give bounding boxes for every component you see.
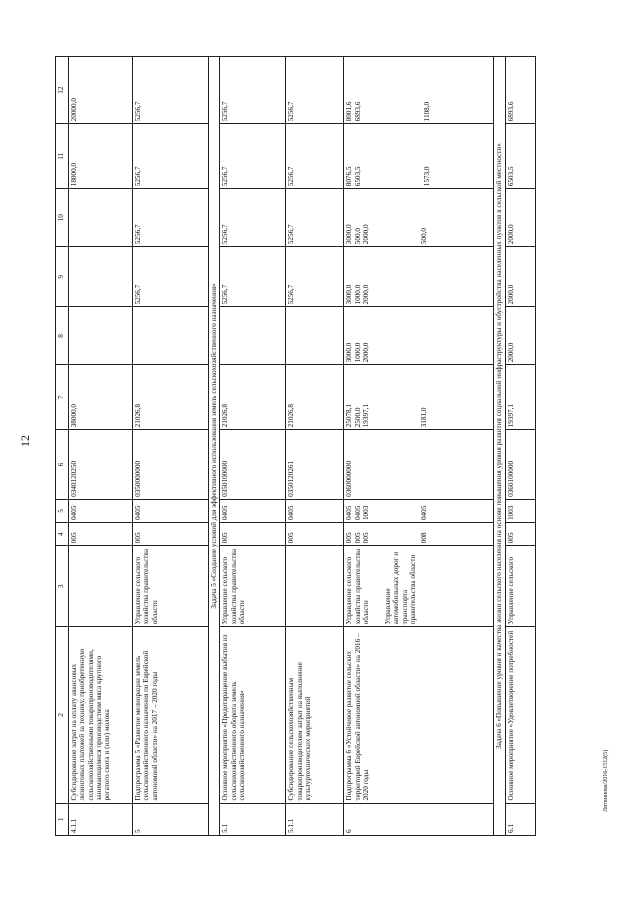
row-code-grbs: 005 [133, 523, 209, 546]
row-code-csr: 0340120250 [69, 430, 133, 500]
row-year [69, 307, 133, 365]
row-code-rzpr: 0405 [286, 499, 344, 522]
row-code-csr: 0350000000 [133, 430, 209, 500]
cell-line: 005 [353, 532, 362, 544]
cell-line: 005 [361, 532, 370, 544]
row-year [69, 189, 133, 247]
row-name: Основное мероприятие «Предотвращение выбытия из сельскохозяйственного оборота земель сельскохозяйственного назначения» [220, 627, 286, 803]
cell-spacer [370, 525, 420, 543]
row-code-rzpr: 0405 [133, 499, 209, 522]
row-total: 21026,8 [220, 365, 286, 430]
row-name: Подпрограмма 5 «Развитие мелиорации земель сельскохозяйственного назначения по Еврейской автономной области» на 2017 – 2020 годы [133, 627, 209, 803]
row-executor: Управление сельского хозяйства правительства области [220, 546, 286, 627]
row-code-grbs: 005 [220, 523, 286, 546]
cell-line: 8001,6 [345, 101, 354, 122]
table-row [286, 57, 344, 836]
cell-spacer [362, 126, 423, 186]
row-code-rzpr: 0405 [220, 499, 286, 522]
cell-spacer [370, 502, 420, 520]
table-row [69, 57, 133, 836]
cell-line: 3000,0 [345, 224, 354, 245]
cell-line: 8076,5 [345, 166, 354, 187]
row-year [344, 307, 494, 365]
row-code-rzpr: 1003 [505, 499, 535, 522]
cell-line: 2000,0 [361, 342, 370, 363]
cell-spacer [370, 191, 420, 244]
col-header: 12 [56, 57, 69, 124]
cell-line: 3181,0 [420, 407, 429, 428]
document-id: Литвинова/2016-1512(5) [603, 749, 609, 812]
row-year: 5256,7 [286, 57, 344, 124]
row-year: 5256,7 [286, 124, 344, 189]
row-code-rzpr [344, 499, 494, 522]
col-header: 7 [56, 365, 69, 430]
row-total [344, 365, 494, 430]
row-number: 6 [344, 803, 494, 835]
row-executor [344, 546, 494, 627]
col-header: 10 [56, 189, 69, 247]
executor-spacer [370, 548, 384, 624]
row-name: Субсидирование сельскохозяйственным товаропроизводителям затрат на выполнение культуртехнических мероприятий [286, 627, 344, 803]
cell-line: 008 [420, 532, 429, 544]
row-year: 5256,7 [133, 189, 209, 247]
row-year [220, 307, 286, 365]
row-year: 5256,7 [286, 247, 344, 307]
task-heading: Задача 5 «Создание условий для эффективного использования земель сельскохозяйственного назначения» [209, 57, 220, 836]
table-row [220, 57, 286, 836]
row-code-grbs [344, 523, 494, 546]
row-number: 5 [133, 803, 209, 835]
col-header: 9 [56, 247, 69, 307]
col-header: 3 [56, 546, 69, 627]
cell-line: 1000,0 [353, 284, 362, 305]
row-code-csr: 0360000000 [344, 430, 494, 500]
row-number: 4.1.1 [69, 803, 133, 835]
cell-line: 1573,0 [422, 166, 431, 187]
row-code-csr: 0350120261 [286, 430, 344, 500]
cell-line: 0405 [345, 505, 354, 521]
cell-spacer [362, 59, 423, 121]
col-header: 1 [56, 803, 69, 835]
row-code-grbs: 005 [286, 523, 344, 546]
row-year: 2000,0 [505, 247, 535, 307]
task-row [494, 57, 505, 836]
row-code-rzpr: 0405 [69, 499, 133, 522]
row-code-csr: 0360100000 [505, 430, 535, 500]
row-number: 6.1 [505, 803, 535, 835]
row-executor: Управление сельского [505, 546, 535, 627]
executor-text: Управление сельского хозяйства правительства области [345, 548, 370, 625]
cell-line: 0405 [353, 505, 362, 521]
row-year: 5256,7 [133, 247, 209, 307]
row-year: 5256,7 [220, 124, 286, 189]
row-year: 18000,0 [69, 124, 133, 189]
row-year [133, 307, 209, 365]
program-table [55, 56, 536, 836]
rotated-table-container [55, 56, 615, 836]
cell-line: 2500,0 [353, 407, 362, 428]
row-code-csr: 0350100000 [220, 430, 286, 500]
cell-line: 3000,0 [345, 284, 354, 305]
row-year: 2000,0 [505, 307, 535, 365]
cell-line: 1108,0 [422, 101, 431, 122]
row-year: 5256,7 [133, 124, 209, 189]
row-executor [286, 546, 344, 627]
row-total: 19397,1 [505, 365, 535, 430]
cell-line: 6503,5 [353, 166, 362, 187]
table-row [133, 57, 209, 836]
cell-spacer [370, 367, 420, 427]
row-executor [69, 546, 133, 627]
row-name: Субсидирование затрат на оплату авансовых лизинговых платежей за технику, приобретенную сельскохозяйственными товаропроизводителями, занимающимися производством мяса крупного рогатого скота и (или) молока [69, 627, 133, 803]
cell-line: 005 [345, 532, 354, 544]
row-total: 38000,0 [69, 365, 133, 430]
col-header: 5 [56, 499, 69, 522]
col-header: 8 [56, 307, 69, 365]
row-year [69, 247, 133, 307]
cell-line: 2000,0 [361, 224, 370, 245]
cell-line: 1000,0 [353, 342, 362, 363]
col-header: 11 [56, 124, 69, 189]
row-year: 6503,5 [505, 124, 535, 189]
row-year [344, 189, 494, 247]
task-heading: Задача 6 «Повышение уровня и качества жизни сельского населения на основе повышения уровня развития социальной инфраструктуры и обустройства населенных пунктов в сельской местности» [494, 57, 505, 836]
table-row [344, 57, 494, 836]
row-number: 5.1 [220, 803, 286, 835]
executor-text: Управление автомобильных дорог и транспорта правительства области [384, 551, 417, 625]
table-row [505, 57, 535, 836]
row-year: 6893,6 [505, 57, 535, 124]
row-year [286, 307, 344, 365]
row-year: 5256,7 [220, 247, 286, 307]
col-header: 4 [56, 523, 69, 546]
cell-line: 3000,0 [345, 342, 354, 363]
row-year: 5256,7 [286, 189, 344, 247]
col-header: 6 [56, 430, 69, 500]
row-year [344, 247, 494, 307]
row-number: 5.1.1 [286, 803, 344, 835]
page-number: 12 [18, 435, 32, 447]
col-header: 2 [56, 627, 69, 803]
row-year [344, 124, 494, 189]
row-code-grbs: 005 [69, 523, 133, 546]
row-year: 2000,0 [505, 189, 535, 247]
row-year: 5256,7 [220, 57, 286, 124]
row-executor: Управление сельского хозяйства правительства области [133, 546, 209, 627]
cell-line: 2000,0 [361, 284, 370, 305]
row-total: 21026,8 [133, 365, 209, 430]
row-year: 20000,0 [69, 57, 133, 124]
cell-line: 0405 [420, 505, 429, 521]
cell-line: 500,0 [420, 228, 429, 245]
cell-line: 19397,1 [361, 403, 370, 428]
cell-line: 500,0 [353, 228, 362, 245]
cell-line: 1003 [361, 505, 370, 521]
task-row [209, 57, 220, 836]
row-year [344, 57, 494, 124]
cell-line: 6893,6 [353, 101, 362, 122]
cell-line: 25078,1 [345, 403, 354, 428]
row-code-grbs: 005 [505, 523, 535, 546]
row-year: 5256,7 [133, 57, 209, 124]
row-name: Подпрограмма 6 «Устойчивое развитие сельских территорий Еврейской автономной области» на 2016 – 2020 годы [344, 627, 494, 803]
header-row [56, 57, 69, 836]
row-name: Основное мероприятие «Удовлетворение потребностей [505, 627, 535, 803]
row-total: 21026,8 [286, 365, 344, 430]
row-year: 5256,7 [220, 189, 286, 247]
